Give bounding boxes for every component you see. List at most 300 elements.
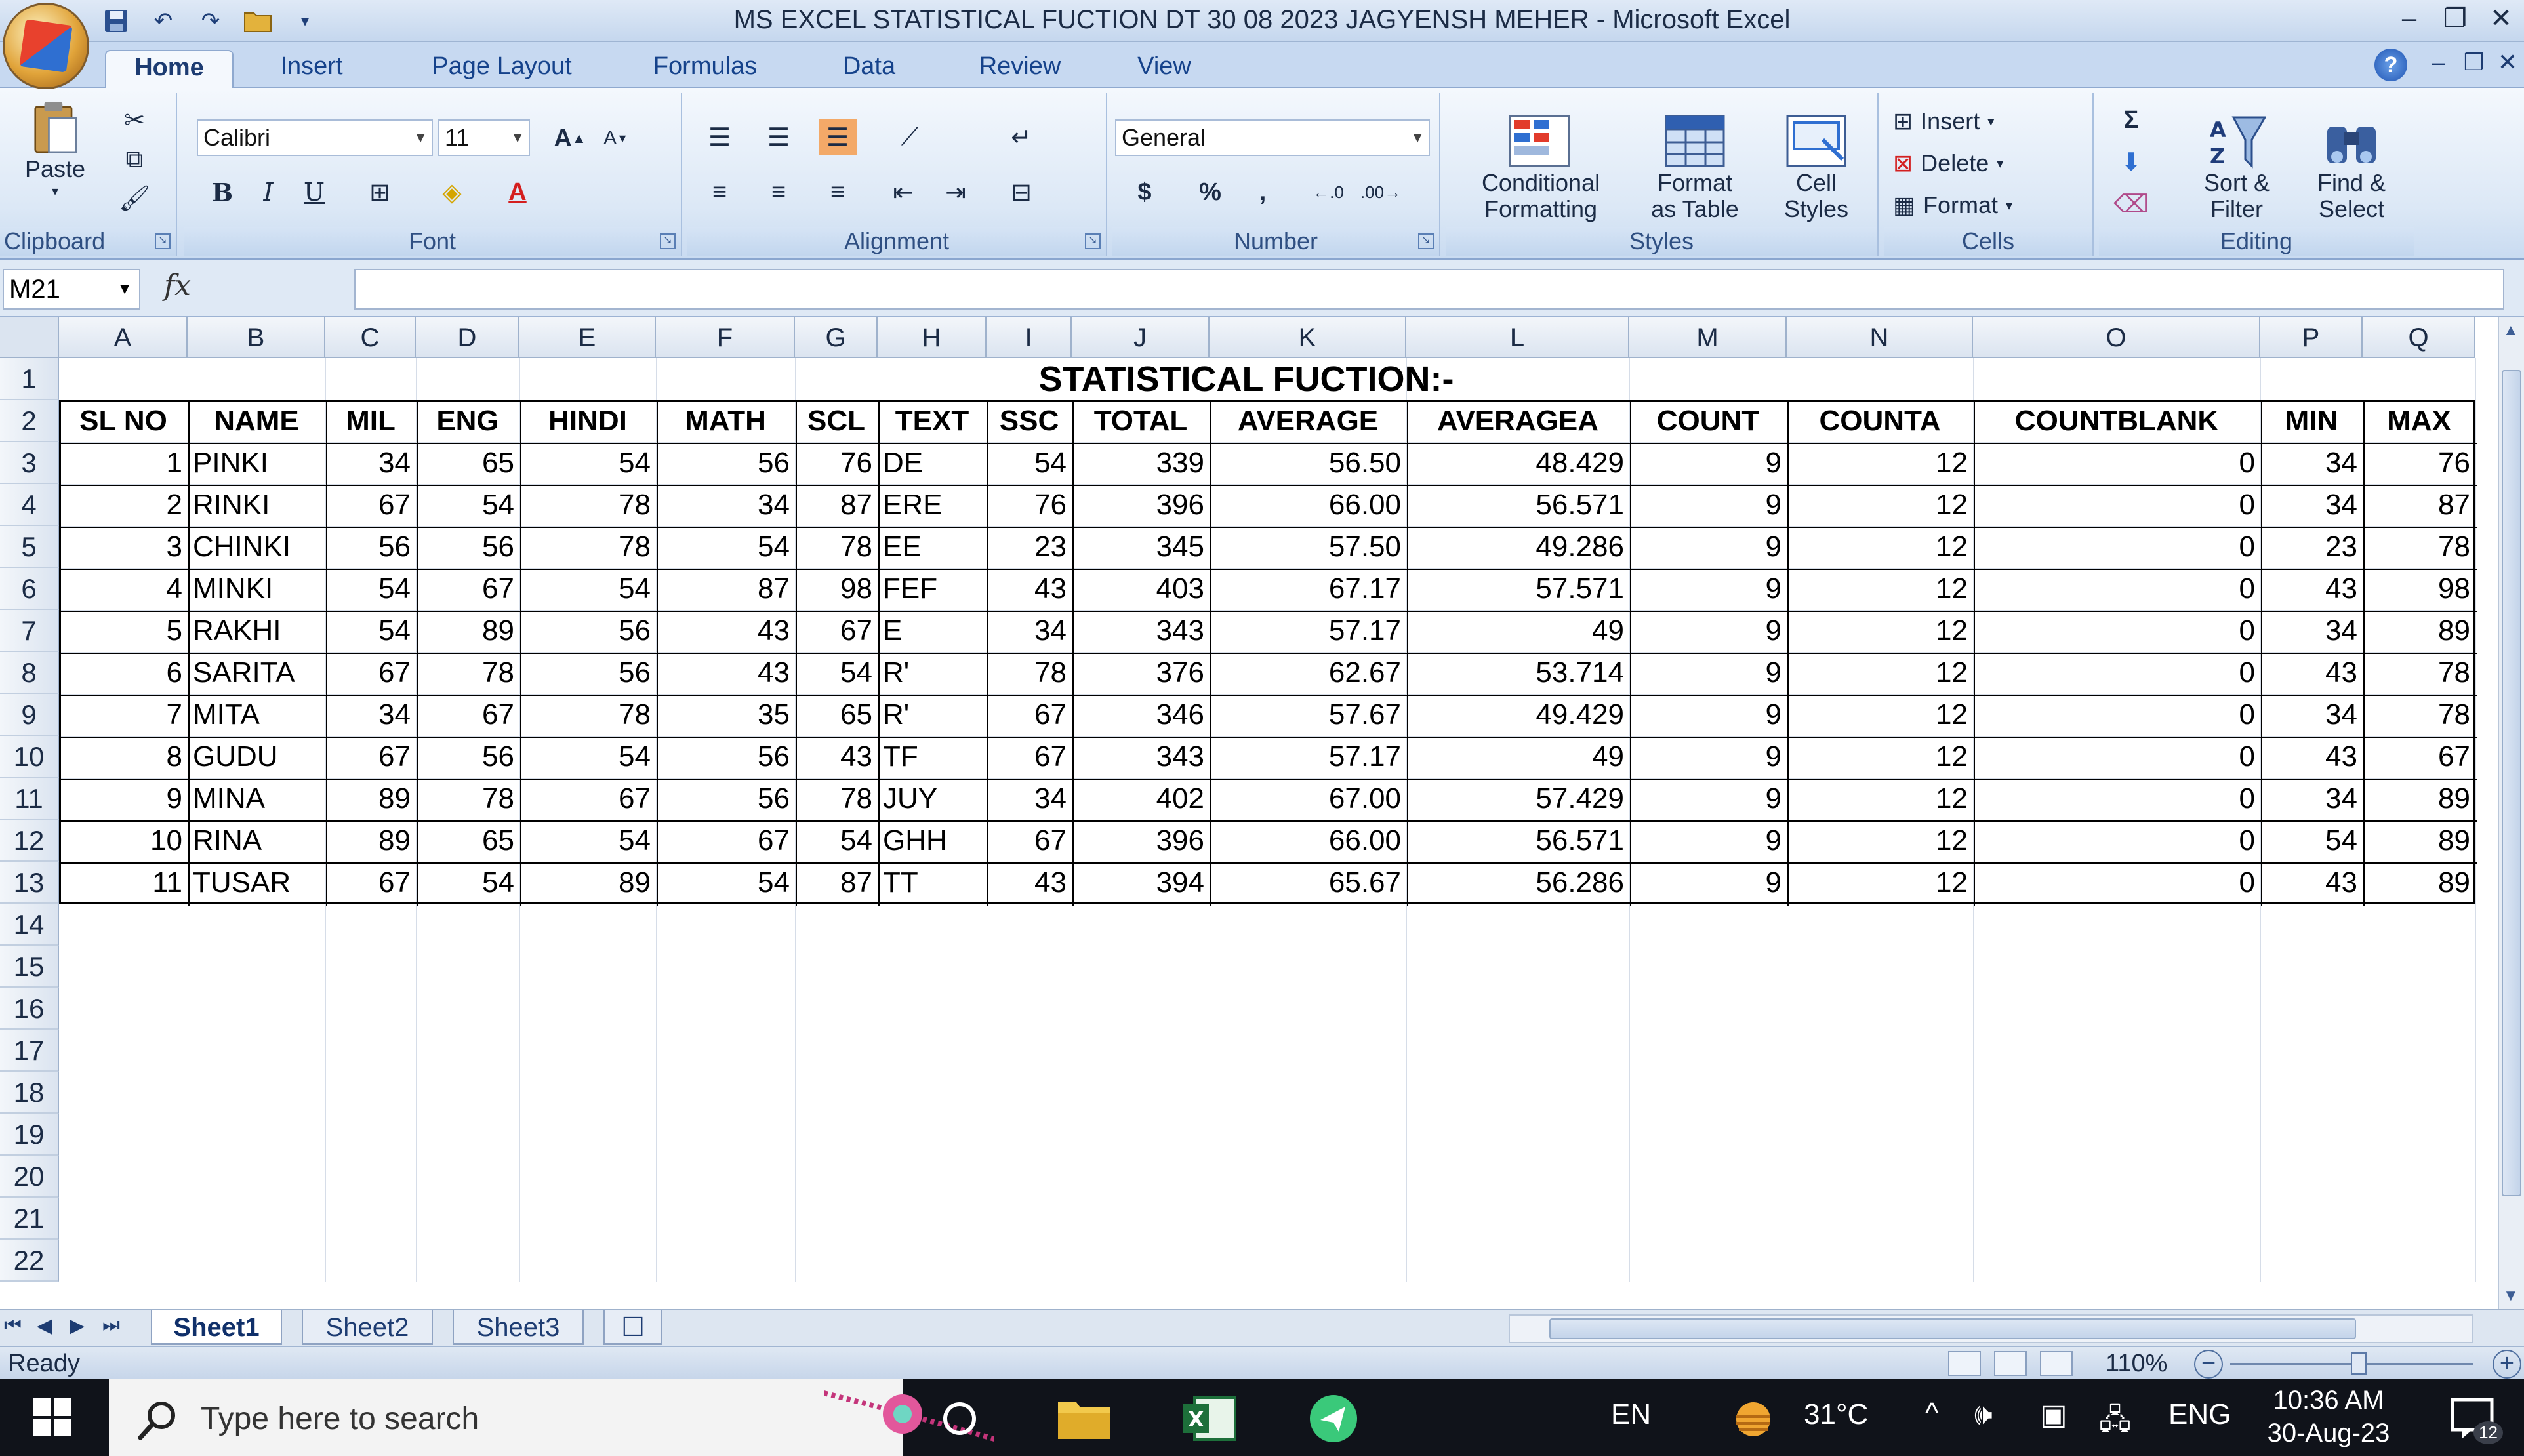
bold-button[interactable]: B (211, 177, 234, 207)
workbook-minimize-icon[interactable]: – (2432, 49, 2445, 75)
messenger-app-icon[interactable] (1305, 1390, 1362, 1447)
data-cell[interactable]: 34 (378, 698, 411, 731)
row-header-18[interactable]: 18 (0, 1072, 59, 1114)
data-cell[interactable]: 56.50 (1328, 447, 1401, 479)
search-input[interactable]: Type here to search (201, 1402, 479, 1436)
data-cell[interactable]: 76 (1034, 489, 1067, 521)
header-cell[interactable]: MIL (346, 405, 396, 437)
row-header-20[interactable]: 20 (0, 1156, 59, 1198)
data-cell[interactable]: 78 (619, 531, 651, 563)
volume-icon[interactable]: 🕪 (1974, 1398, 1993, 1430)
data-cell[interactable]: 9 (1765, 615, 1781, 647)
clipboard-launcher-icon[interactable]: ↘ (155, 233, 171, 249)
data-cell[interactable]: 78 (2438, 531, 2470, 563)
data-cell[interactable]: TUSAR (193, 866, 291, 899)
data-cell[interactable]: TF (883, 740, 918, 773)
data-cell[interactable]: 78 (619, 698, 651, 731)
data-cell[interactable]: 67 (758, 824, 790, 857)
data-cell[interactable]: 67 (619, 782, 651, 815)
taskbar-clock[interactable] (2256, 1384, 2401, 1449)
header-cell[interactable]: TOTAL (1093, 405, 1188, 437)
data-cell[interactable]: 98 (840, 573, 872, 605)
data-cell[interactable]: SARITA (193, 657, 295, 689)
data-cell[interactable]: 49.429 (1536, 698, 1624, 731)
row-header-5[interactable]: 5 (0, 526, 59, 568)
data-cell[interactable]: 56 (482, 531, 514, 563)
data-cell[interactable]: 394 (1156, 866, 1204, 899)
cell-styles-button[interactable]: Cell Styles (1761, 102, 1872, 233)
data-cell[interactable]: RINKI (193, 489, 270, 521)
align-middle-icon[interactable]: ☰ (767, 123, 790, 152)
data-cell[interactable]: 12 (1936, 615, 1968, 647)
horizontal-scrollbar[interactable] (1509, 1314, 2473, 1343)
header-cell[interactable]: SCL (807, 405, 865, 437)
data-cell[interactable]: 56 (758, 782, 790, 815)
data-cell[interactable]: 54 (619, 573, 651, 605)
data-cell[interactable]: 67 (378, 866, 411, 899)
find-select-button[interactable]: Find & Select (2296, 102, 2407, 233)
excel-taskbar-icon[interactable] (1181, 1390, 1237, 1447)
network-icon[interactable]: 🖧 (2099, 1404, 2132, 1436)
undo-icon[interactable]: ↶ (153, 9, 173, 33)
data-cell[interactable]: 43 (840, 740, 872, 773)
data-cell[interactable]: 65 (482, 447, 514, 479)
tab-insert[interactable]: Insert (280, 52, 343, 80)
data-cell[interactable]: 343 (1156, 740, 1204, 773)
sheet-tab-sheet3[interactable]: Sheet3 (453, 1310, 584, 1345)
data-cell[interactable]: 9 (1765, 866, 1781, 899)
row-header-9[interactable]: 9 (0, 694, 59, 736)
data-cell[interactable]: 5 (166, 615, 182, 647)
data-cell[interactable]: 12 (1936, 531, 1968, 563)
decrease-indent-icon[interactable]: ⇤ (893, 178, 914, 207)
tab-view[interactable]: View (1137, 52, 1191, 80)
comma-button[interactable]: , (1259, 178, 1267, 206)
data-cell[interactable]: 54 (619, 447, 651, 479)
data-cell[interactable]: 396 (1156, 824, 1204, 857)
tab-formulas[interactable]: Formulas (653, 52, 758, 80)
data-cell[interactable]: 56 (758, 740, 790, 773)
conditional-formatting-button[interactable]: Conditional Formatting (1459, 102, 1623, 233)
row-header-14[interactable]: 14 (0, 904, 59, 946)
alignment-launcher-icon[interactable]: ↘ (1085, 233, 1101, 249)
data-cell[interactable]: 62.67 (1328, 657, 1401, 689)
data-cell[interactable]: 56.286 (1536, 866, 1624, 899)
cut-icon[interactable]: ✂ (124, 106, 145, 134)
sheet-title-cell[interactable]: STATISTICAL FUCTION:- (1038, 359, 1454, 399)
data-cell[interactable]: 10 (150, 824, 182, 857)
data-cell[interactable]: 56 (619, 615, 651, 647)
data-cell[interactable]: 54 (482, 489, 514, 521)
data-cell[interactable]: 396 (1156, 489, 1204, 521)
data-cell[interactable]: 67 (482, 573, 514, 605)
column-header-j[interactable]: J (1072, 317, 1210, 358)
column-header-b[interactable]: B (188, 317, 325, 358)
align-bottom-icon[interactable]: ☰ (819, 119, 857, 155)
data-cell[interactable]: 67 (378, 657, 411, 689)
data-cell[interactable]: 78 (2438, 657, 2470, 689)
column-header-p[interactable]: P (2260, 317, 2363, 358)
data-cell[interactable]: 8 (166, 740, 182, 773)
align-top-icon[interactable]: ☰ (708, 123, 731, 152)
data-cell[interactable]: 12 (1936, 782, 1968, 815)
insert-function-button[interactable]: fx (164, 269, 192, 302)
data-cell[interactable]: 89 (378, 782, 411, 815)
data-cell[interactable]: 89 (2438, 824, 2470, 857)
customize-qat-icon[interactable]: ▾ (300, 12, 310, 30)
data-cell[interactable]: 56 (482, 740, 514, 773)
select-all-corner[interactable] (0, 317, 59, 358)
data-cell[interactable]: GUDU (193, 740, 278, 773)
data-cell[interactable]: 56.571 (1536, 489, 1624, 521)
data-cell[interactable]: 78 (619, 489, 651, 521)
task-view-icon[interactable] (931, 1390, 988, 1447)
row-header-7[interactable]: 7 (0, 610, 59, 652)
data-cell[interactable]: 67 (482, 698, 514, 731)
data-cell[interactable]: 346 (1156, 698, 1204, 731)
data-cell[interactable]: 89 (2438, 782, 2470, 815)
data-cell[interactable]: 87 (2438, 489, 2470, 521)
meet-now-icon[interactable]: ▣ (2040, 1399, 2067, 1431)
tab-home[interactable]: Home (105, 50, 234, 88)
data-cell[interactable]: 345 (1156, 531, 1204, 563)
data-cell[interactable]: 12 (1936, 698, 1968, 731)
data-cell[interactable]: 9 (166, 782, 182, 815)
data-cell[interactable]: 9 (1765, 782, 1781, 815)
column-header-q[interactable]: Q (2363, 317, 2475, 358)
format-as-table-button[interactable]: Format as Table (1629, 102, 1761, 233)
data-cell[interactable]: 54 (378, 573, 411, 605)
data-cell[interactable]: 67 (1034, 698, 1067, 731)
data-cell[interactable]: 54 (758, 531, 790, 563)
data-cell[interactable]: 57.571 (1536, 573, 1624, 605)
data-cell[interactable]: 0 (2239, 489, 2255, 521)
data-cell[interactable]: 12 (1936, 573, 1968, 605)
tab-data[interactable]: Data (842, 52, 896, 80)
data-cell[interactable]: 43 (1034, 573, 1067, 605)
column-header-i[interactable]: I (987, 317, 1072, 358)
data-cell[interactable]: 34 (758, 489, 790, 521)
paste-button[interactable]: Paste ▾ (9, 101, 101, 199)
data-cell[interactable]: ERE (883, 489, 943, 521)
row-header-10[interactable]: 10 (0, 736, 59, 778)
data-cell[interactable]: 67 (2438, 740, 2470, 773)
worksheet-grid[interactable] (0, 317, 2524, 1309)
close-icon[interactable]: ✕ (2490, 4, 2512, 33)
data-cell[interactable]: PINKI (193, 447, 268, 479)
font-color-button[interactable]: A (508, 178, 527, 206)
scroll-up-icon[interactable]: ▲ (2503, 321, 2519, 339)
data-cell[interactable]: 12 (1936, 489, 1968, 521)
data-cell[interactable]: 57.17 (1328, 740, 1401, 773)
header-cell[interactable]: TEXT (895, 405, 969, 437)
horizontal-scroll-thumb[interactable] (1549, 1318, 2356, 1339)
data-cell[interactable]: 4 (166, 573, 182, 605)
restore-icon[interactable]: ❐ (2443, 4, 2467, 33)
data-cell[interactable]: 67.00 (1328, 782, 1401, 815)
data-cell[interactable]: 0 (2239, 740, 2255, 773)
shrink-font-icon[interactable]: A ▼ (603, 127, 628, 149)
sort-filter-button[interactable]: A Z Sort & Filter (2184, 102, 2289, 233)
data-cell[interactable]: 0 (2239, 782, 2255, 815)
data-cell[interactable]: 43 (758, 615, 790, 647)
vertical-scroll-thumb[interactable] (2502, 370, 2521, 1196)
data-cell[interactable]: 49 (1592, 740, 1624, 773)
data-cell[interactable]: 9 (1765, 489, 1781, 521)
italic-button[interactable]: I (263, 178, 274, 207)
data-cell[interactable]: 57.17 (1328, 615, 1401, 647)
tab-review[interactable]: Review (979, 52, 1061, 80)
data-cell[interactable]: 0 (2239, 698, 2255, 731)
file-explorer-icon[interactable] (1056, 1390, 1112, 1447)
data-cell[interactable]: 0 (2239, 615, 2255, 647)
currency-button[interactable]: $ (1137, 178, 1152, 206)
format-cells-button[interactable]: ▦ Format ▾ (1893, 192, 2013, 218)
data-cell[interactable]: 35 (758, 698, 790, 731)
data-cell[interactable]: 56 (758, 447, 790, 479)
font-launcher-icon[interactable]: ↘ (660, 233, 676, 249)
increase-decimal-icon[interactable]: ←.0 (1313, 182, 1344, 202)
data-cell[interactable]: 34 (2325, 615, 2357, 647)
data-cell[interactable]: 49.286 (1536, 531, 1624, 563)
data-cell[interactable]: R' (883, 657, 910, 689)
data-cell[interactable]: 0 (2239, 573, 2255, 605)
data-cell[interactable]: 49 (1592, 615, 1624, 647)
header-cell[interactable]: COUNTA (1819, 405, 1941, 437)
header-cell[interactable]: COUNT (1656, 405, 1760, 437)
data-cell[interactable]: 87 (840, 866, 872, 899)
row-header-8[interactable]: 8 (0, 652, 59, 694)
data-cell[interactable]: 89 (2438, 615, 2470, 647)
data-cell[interactable]: FEF (883, 573, 938, 605)
row-header-12[interactable]: 12 (0, 820, 59, 862)
data-cell[interactable]: 12 (1936, 866, 1968, 899)
page-break-view-icon[interactable] (2040, 1351, 2073, 1376)
data-cell[interactable]: 65.67 (1328, 866, 1401, 899)
data-cell[interactable]: 65 (482, 824, 514, 857)
data-cell[interactable]: 89 (378, 824, 411, 857)
autosum-button[interactable]: Σ (2123, 106, 2139, 134)
fill-color-icon[interactable]: ◈ (442, 178, 462, 207)
align-center-icon[interactable]: ≡ (771, 178, 786, 206)
borders-icon[interactable]: ⊞ (369, 178, 390, 207)
header-cell[interactable]: HINDI (548, 405, 627, 437)
merge-center-icon[interactable]: ⊟ (1011, 178, 1032, 207)
column-header-g[interactable]: G (795, 317, 878, 358)
header-cell[interactable]: AVERAGEA (1436, 405, 1599, 437)
data-cell[interactable]: MINA (193, 782, 265, 815)
data-cell[interactable]: 65 (840, 698, 872, 731)
font-name-select[interactable]: Calibri ▼ (197, 119, 433, 156)
column-header-l[interactable]: L (1406, 317, 1629, 358)
column-header-n[interactable]: N (1787, 317, 1973, 358)
header-cell[interactable]: MAX (2387, 405, 2451, 437)
minimize-icon[interactable]: – (2401, 4, 2417, 33)
data-cell[interactable]: 34 (2325, 698, 2357, 731)
data-cell[interactable]: 34 (2325, 782, 2357, 815)
formula-input[interactable] (354, 269, 2504, 310)
zoom-in-icon[interactable]: + (2493, 1350, 2521, 1379)
data-cell[interactable]: 89 (482, 615, 514, 647)
data-cell[interactable]: MINKI (193, 573, 274, 605)
align-left-icon[interactable]: ≡ (712, 178, 727, 206)
row-header-21[interactable]: 21 (0, 1198, 59, 1240)
row-header-19[interactable]: 19 (0, 1114, 59, 1156)
data-cell[interactable]: RAKHI (193, 615, 281, 647)
sheet-tab-sheet1[interactable]: Sheet1 (151, 1310, 282, 1345)
data-cell[interactable]: 78 (482, 657, 514, 689)
header-cell[interactable]: SL NO (79, 405, 167, 437)
redo-icon[interactable]: ↷ (201, 9, 220, 33)
column-header-h[interactable]: H (878, 317, 987, 358)
data-cell[interactable]: 34 (1034, 782, 1067, 815)
data-cell[interactable]: 343 (1156, 615, 1204, 647)
copy-icon[interactable]: ⧉ (125, 145, 144, 173)
data-cell[interactable]: 12 (1936, 824, 1968, 857)
data-cell[interactable]: 9 (1765, 657, 1781, 689)
data-cell[interactable]: E (883, 615, 903, 647)
data-cell[interactable]: DE (883, 447, 924, 479)
font-size-select[interactable]: 11 ▼ (438, 119, 530, 156)
data-cell[interactable]: 48.429 (1536, 447, 1624, 479)
data-cell[interactable]: 67.17 (1328, 573, 1401, 605)
data-cell[interactable]: 0 (2239, 447, 2255, 479)
data-cell[interactable]: 78 (1034, 657, 1067, 689)
wrap-text-icon[interactable]: ↵ (1011, 123, 1032, 152)
data-cell[interactable]: 67 (1034, 740, 1067, 773)
data-cell[interactable]: 0 (2239, 531, 2255, 563)
header-cell[interactable]: ENG (436, 405, 499, 437)
row-header-15[interactable]: 15 (0, 946, 59, 988)
data-cell[interactable]: 1 (166, 447, 182, 479)
data-cell[interactable]: 67 (1034, 824, 1067, 857)
data-cell[interactable]: 66.00 (1328, 824, 1401, 857)
data-cell[interactable]: 57.50 (1328, 531, 1401, 563)
column-header-o[interactable]: O (1973, 317, 2260, 358)
data-cell[interactable]: 3 (166, 531, 182, 563)
data-cell[interactable]: RINA (193, 824, 262, 857)
data-cell[interactable]: 57.67 (1328, 698, 1401, 731)
scroll-down-icon[interactable]: ▼ (2503, 1287, 2519, 1304)
data-cell[interactable]: 54 (378, 615, 411, 647)
data-cell[interactable]: 54 (619, 824, 651, 857)
column-header-c[interactable]: C (325, 317, 416, 358)
office-button[interactable] (3, 3, 89, 89)
input-language-eng[interactable]: ENG (2168, 1398, 2231, 1430)
data-cell[interactable]: 43 (2325, 740, 2357, 773)
data-cell[interactable]: 76 (2438, 447, 2470, 479)
tab-page-layout[interactable]: Page Layout (432, 52, 572, 80)
data-cell[interactable]: 56 (619, 657, 651, 689)
weather-temperature[interactable]: 31°C (1804, 1398, 1869, 1430)
data-cell[interactable]: 43 (2325, 573, 2357, 605)
data-cell[interactable]: 54 (2325, 824, 2357, 857)
data-cell[interactable]: JUY (883, 782, 938, 815)
align-right-icon[interactable]: ≡ (830, 178, 845, 206)
fill-icon[interactable]: ⬇ (2121, 148, 2142, 176)
data-cell[interactable]: 98 (2438, 573, 2470, 605)
column-header-d[interactable]: D (416, 317, 519, 358)
next-sheet-icon[interactable]: ▶ (70, 1315, 85, 1337)
column-header-f[interactable]: F (656, 317, 795, 358)
data-cell[interactable]: 9 (1765, 573, 1781, 605)
data-cell[interactable]: 0 (2239, 866, 2255, 899)
data-cell[interactable]: 56 (378, 531, 411, 563)
data-cell[interactable]: 43 (1034, 866, 1067, 899)
data-cell[interactable]: 78 (840, 782, 872, 815)
column-header-e[interactable]: E (519, 317, 656, 358)
data-cell[interactable]: 34 (1034, 615, 1067, 647)
row-header-1[interactable]: 1 (0, 358, 59, 400)
underline-button[interactable]: U (303, 178, 325, 207)
data-cell[interactable]: 54 (758, 866, 790, 899)
format-painter-icon[interactable]: 🖌 (118, 185, 151, 212)
data-cell[interactable]: 9 (1765, 447, 1781, 479)
zoom-slider-knob[interactable] (2351, 1352, 2367, 1375)
start-button[interactable] (0, 1379, 105, 1456)
row-header-17[interactable]: 17 (0, 1030, 59, 1072)
help-icon[interactable]: ? (2374, 49, 2407, 81)
row-header-11[interactable]: 11 (0, 778, 59, 820)
show-hidden-icons-icon[interactable]: ^ (1925, 1397, 1939, 1429)
orientation-icon[interactable]: ⟋ (901, 123, 919, 151)
data-cell[interactable]: EE (883, 531, 922, 563)
delete-cells-button[interactable]: ⊠ Delete ▾ (1893, 150, 2004, 176)
data-cell[interactable]: MITA (193, 698, 260, 731)
data-cell[interactable]: 89 (619, 866, 651, 899)
data-cell[interactable]: 66.00 (1328, 489, 1401, 521)
row-header-6[interactable]: 6 (0, 568, 59, 610)
data-cell[interactable]: 78 (482, 782, 514, 815)
grow-font-button[interactable]: A ▲ (554, 124, 586, 152)
data-cell[interactable]: 9 (1765, 698, 1781, 731)
row-header-16[interactable]: 16 (0, 988, 59, 1030)
data-cell[interactable]: 67 (840, 615, 872, 647)
data-cell[interactable]: 34 (378, 447, 411, 479)
increase-indent-icon[interactable]: ⇥ (945, 178, 966, 207)
data-cell[interactable]: 12 (1936, 447, 1968, 479)
data-cell[interactable]: 76 (840, 447, 872, 479)
data-cell[interactable]: 7 (166, 698, 182, 731)
data-cell[interactable]: 56.571 (1536, 824, 1624, 857)
data-cell[interactable]: 87 (840, 489, 872, 521)
data-cell[interactable]: 9 (1765, 531, 1781, 563)
data-cell[interactable]: 402 (1156, 782, 1204, 815)
data-cell[interactable]: 9 (1765, 740, 1781, 773)
insert-sheet-icon[interactable]: ☐ (603, 1310, 662, 1345)
prev-sheet-icon[interactable]: ◀ (37, 1315, 52, 1337)
column-header-k[interactable]: K (1210, 317, 1406, 358)
data-cell[interactable]: 43 (758, 657, 790, 689)
row-header-2[interactable]: 2 (0, 400, 59, 442)
data-cell[interactable]: 11 (152, 866, 182, 899)
page-layout-view-icon[interactable] (1994, 1351, 2027, 1376)
data-cell[interactable]: 43 (2325, 657, 2357, 689)
data-cell[interactable]: 54 (1034, 447, 1067, 479)
data-cell[interactable]: 34 (2325, 447, 2357, 479)
data-cell[interactable]: 23 (2325, 531, 2357, 563)
insert-cells-button[interactable]: ⊞ Insert ▾ (1893, 108, 1995, 134)
data-cell[interactable]: 54 (840, 824, 872, 857)
row-header-3[interactable]: 3 (0, 442, 59, 484)
data-cell[interactable]: 57.429 (1536, 782, 1624, 815)
data-cell[interactable]: 43 (2325, 866, 2357, 899)
data-cell[interactable]: 78 (840, 531, 872, 563)
percent-button[interactable]: % (1199, 178, 1221, 206)
weather-icon[interactable] (1725, 1390, 1781, 1447)
clear-icon[interactable]: ⌫ (2113, 190, 2149, 218)
data-cell[interactable]: TT (883, 866, 918, 899)
